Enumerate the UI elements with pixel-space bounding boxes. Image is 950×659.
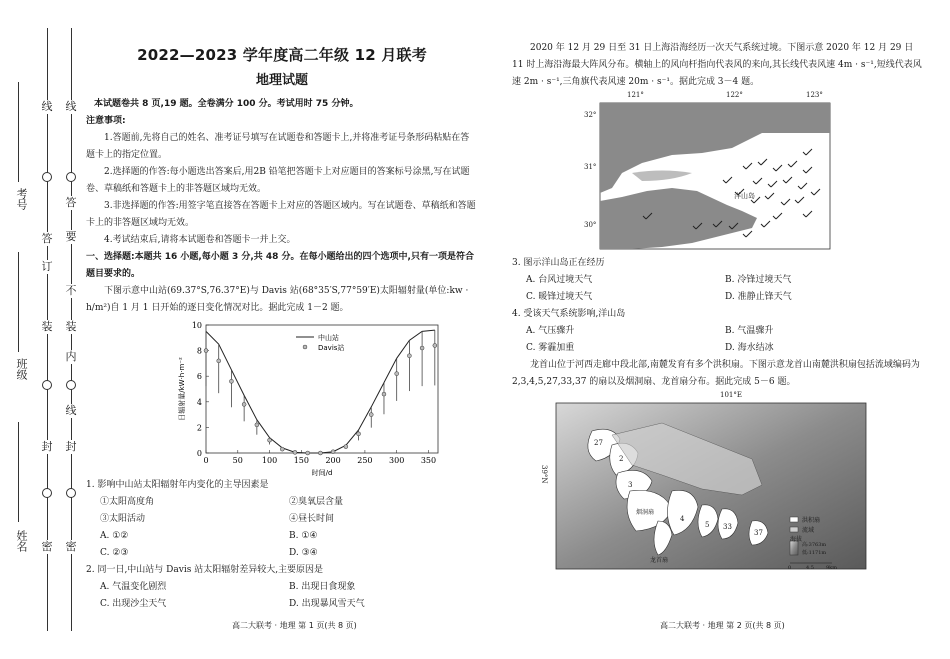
- map1-lat-label: 30°: [584, 221, 597, 229]
- series-point-davis: [255, 423, 259, 427]
- map1-lat-label: 32°: [584, 111, 597, 119]
- legend-label-davis: Davis站: [318, 344, 345, 352]
- option[interactable]: ②臭氧层含量: [289, 497, 344, 507]
- seal-char: 密: [65, 540, 77, 553]
- fan-label: 3: [628, 481, 633, 489]
- scale-label: 0: [788, 565, 792, 571]
- scale-label: 9km: [826, 565, 837, 571]
- x-tick-label: 200: [325, 456, 341, 465]
- x-tick-label: 300: [389, 456, 405, 465]
- right-page: [512, 44, 924, 571]
- legend-label: 洪积扇: [802, 517, 821, 524]
- field-line-name[interactable]: [18, 422, 19, 522]
- seal-char: 要: [65, 230, 77, 243]
- x-tick-label: 0: [203, 456, 209, 465]
- y-axis-label: 日辐射量/kW·h·m⁻²: [178, 357, 186, 421]
- legend-label-zhongshan: 中山站: [318, 334, 339, 342]
- seal-char: 答: [41, 232, 53, 245]
- x-tick-label: 350: [420, 456, 437, 465]
- exam-subtitle: 地理试题: [255, 73, 308, 88]
- series-point-davis: [395, 372, 399, 376]
- y-tick-label: 10: [191, 321, 202, 330]
- alluvial-fan-map-svg: [512, 395, 924, 571]
- notice-item: 1.答题前,先将自己的姓名、准考证号填写在试题卷和答题卡上,并将准考证号条形码粘贴在答题卡上的指定位置。: [86, 133, 470, 160]
- option[interactable]: B. 出现日食现象: [289, 582, 356, 592]
- y-tick-label: 4: [196, 397, 202, 407]
- series-point-davis: [382, 392, 386, 396]
- notice-item: 3.非选择题的作答:用签字笔直接答在答题卡上对应的答题区域内。写在试题卷、草稿纸和答题卡上的非答题区域均无效。: [86, 201, 476, 228]
- scale-label: 4.5: [806, 565, 814, 571]
- map1-lon-label: 121°: [627, 91, 644, 99]
- option[interactable]: A. 台风过境天气: [526, 275, 593, 285]
- legend-label: 海拔: [790, 536, 803, 543]
- wind-map: [512, 93, 924, 255]
- option[interactable]: D. 海水结冰: [725, 343, 774, 353]
- fan-label: 27: [594, 439, 603, 447]
- series-point-davis: [331, 450, 335, 454]
- series-point-davis: [229, 379, 233, 383]
- option[interactable]: B. 冷锋过境天气: [725, 275, 792, 285]
- series-point-davis: [293, 450, 297, 454]
- passage-1-2: 下图示意中山站(69.37°S,76.37°E)与 Davis 站(68°35′S,77°59′E)太阳辐射量(单位:kw · h/m²)自 1 月 1 日开始的逐日变化情况对比。据此完成 1－2 题。: [86, 286, 469, 313]
- fan-label: 4: [680, 515, 685, 523]
- series-point-davis: [369, 413, 373, 417]
- seal-char: 线: [41, 100, 53, 113]
- field-label-class: 班级: [15, 358, 28, 380]
- option[interactable]: B. 气温骤升: [725, 326, 774, 336]
- radiation-chart: [86, 317, 478, 477]
- passage-3-4: 2020 年 12 月 29 日至 31 日上海沿海经历一次天气系统过境。下图示意 2020 年 12 月 29 日 11 时上海沿海最大阵风分布。横轴上的风向杆指向代表风的来向,其长线代表风速 4m · s⁻¹,短线代表风速 2m · s⁻¹,三角旗代表风速 20m · s⁻¹。据此完成 3－4 题。: [512, 43, 922, 87]
- seal-circle: [42, 380, 52, 390]
- option[interactable]: C. 暖锋过境天气: [526, 292, 593, 302]
- option[interactable]: ①太阳高度角: [100, 497, 155, 507]
- option[interactable]: A. 气压骤升: [526, 326, 575, 336]
- question-3-options: [512, 272, 924, 306]
- fan-label: 烟洞扇: [636, 509, 655, 516]
- seal-char: 不: [65, 284, 77, 297]
- seal-char: 内: [65, 350, 77, 363]
- seal-char: 封: [65, 440, 77, 453]
- yangshan-label: 洋山岛: [734, 192, 755, 200]
- field-line-class[interactable]: [18, 252, 19, 352]
- radiation-chart-svg: [86, 317, 478, 477]
- seal-circle: [42, 172, 52, 182]
- question-1-options: [86, 494, 478, 562]
- fan-label: 2: [619, 455, 624, 463]
- series-point-davis: [420, 346, 424, 350]
- notice-item: 4.考试结束后,请将本试题卷和答题卡一并上交。: [104, 235, 296, 245]
- fan-label: 龙首扇: [650, 557, 669, 564]
- seal-char: 装: [65, 320, 77, 333]
- series-point-davis: [306, 451, 310, 455]
- option[interactable]: A. ①②: [100, 531, 129, 541]
- seal-circle: [66, 172, 76, 182]
- y-tick-label: 0: [196, 449, 202, 458]
- series-point-davis: [357, 432, 361, 436]
- map1-lon-label: 122°: [726, 91, 743, 99]
- legend-marker-davis: [303, 345, 307, 349]
- seal-char: 密: [41, 540, 53, 553]
- seal-circle: [42, 488, 52, 498]
- wind-map-svg: [512, 93, 924, 255]
- x-tick-label: 50: [232, 456, 243, 465]
- option[interactable]: D. 出现暴风雪天气: [289, 599, 365, 609]
- notice-item: 2.选择题的作答:每小题选出答案后,用2B 铅笔把答题卡上对应题目的答案标号涂黑,写在试题卷、草稿纸和答题卡上的非答题区域均无效。: [86, 167, 470, 194]
- field-label-exam-number: 考号: [15, 188, 28, 210]
- notice-heading: 注意事项:: [86, 116, 126, 126]
- series-point-davis: [204, 349, 208, 353]
- map1-lat-label: 31°: [584, 163, 597, 171]
- seal-char: 答: [65, 196, 77, 209]
- option[interactable]: C. 出现沙尘天气: [100, 599, 167, 609]
- exam-intro: 本试题卷共 8 页,19 题。全卷满分 100 分。考试用时 75 分钟。: [94, 99, 359, 109]
- binding-margin: [0, 0, 90, 659]
- passage-5-6: 龙首山位于河西走廊中段北部,南麓发育有多个洪积扇。下图示意龙首山南麓洪积扇包括流域编码为 2,3,4,5,27,33,37 的扇以及烟洞扇、龙首扇分布。据此完成 5－6 题。: [512, 360, 920, 387]
- x-tick-label: 150: [293, 456, 309, 465]
- page-footer-left: 高二大联考 · 地理 第 1 页(共 8 页): [232, 621, 357, 630]
- option[interactable]: B. ①④: [289, 531, 318, 541]
- map2-lon-label: 101°E: [720, 391, 742, 399]
- alluvial-fan-map: [512, 391, 924, 571]
- exam-title: 2022—2023 学年度高二年级 12 月联考: [137, 46, 427, 64]
- question-4-options: [512, 323, 924, 357]
- option[interactable]: C. 雾霾加重: [526, 343, 575, 353]
- field-label-name: 姓名: [15, 530, 28, 552]
- legend-label: 低:1171m: [802, 550, 827, 556]
- page-footer-right: 高二大联考 · 地理 第 2 页(共 8 页): [660, 621, 785, 630]
- seal-char: 订: [41, 260, 53, 273]
- field-line-exam-number[interactable]: [18, 82, 19, 182]
- series-point-davis: [433, 343, 437, 347]
- seal-circle: [66, 488, 76, 498]
- series-point-davis: [217, 359, 221, 363]
- option[interactable]: ④昼长时间: [289, 514, 335, 524]
- series-point-davis: [344, 445, 348, 449]
- fan-label: 37: [754, 529, 763, 537]
- x-axis-label: 时间/d: [311, 469, 333, 477]
- question-2: 2. 同一日,中山站与 Davis 站太阳辐射差异较大,主要原因是: [86, 565, 324, 575]
- series-point-davis: [268, 438, 272, 442]
- series-point-davis: [318, 451, 322, 455]
- seal-char: 封: [41, 440, 53, 453]
- series-point-davis: [242, 402, 246, 406]
- seal-char: 装: [41, 320, 53, 333]
- y-tick-label: 2: [196, 423, 202, 433]
- seal-char: 线: [65, 100, 77, 113]
- section-heading: 一、选择题:本题共 16 小题,每小题 3 分,共 48 分。在每小题给出的四个选项中,只有一项是符合题目要求的。: [86, 252, 474, 279]
- option[interactable]: A. 气温变化剧烈: [100, 582, 167, 592]
- seal-circle: [66, 380, 76, 390]
- map2-lat-label: 39°N: [540, 465, 548, 484]
- y-tick-label: 6: [196, 372, 202, 382]
- option[interactable]: ③太阳活动: [100, 514, 146, 524]
- option[interactable]: D. 准静止锋天气: [725, 292, 792, 302]
- option[interactable]: C. ②③: [100, 548, 129, 558]
- question-3: 3. 图示洋山岛正在经历: [512, 258, 605, 268]
- legend-label: 高:3763m: [802, 542, 827, 548]
- left-page: [86, 44, 478, 613]
- fan-label: 5: [705, 521, 710, 529]
- question-1: 1. 影响中山站太阳辐射年内变化的主导因素是: [86, 480, 269, 490]
- fan-label: 33: [723, 523, 732, 531]
- x-tick-label: 250: [357, 456, 373, 465]
- y-tick-label: 8: [196, 346, 202, 356]
- series-point-davis: [280, 447, 284, 451]
- option[interactable]: D. ③④: [289, 548, 318, 558]
- seal-char: 线: [65, 404, 77, 417]
- question-4: 4. 受该天气系统影响,洋山岛: [512, 309, 626, 319]
- series-point-davis: [407, 354, 411, 358]
- question-2-options: [86, 579, 478, 613]
- legend-label: 流域: [802, 527, 815, 534]
- x-tick-label: 100: [261, 456, 278, 465]
- map1-lon-label: 123°: [806, 91, 823, 99]
